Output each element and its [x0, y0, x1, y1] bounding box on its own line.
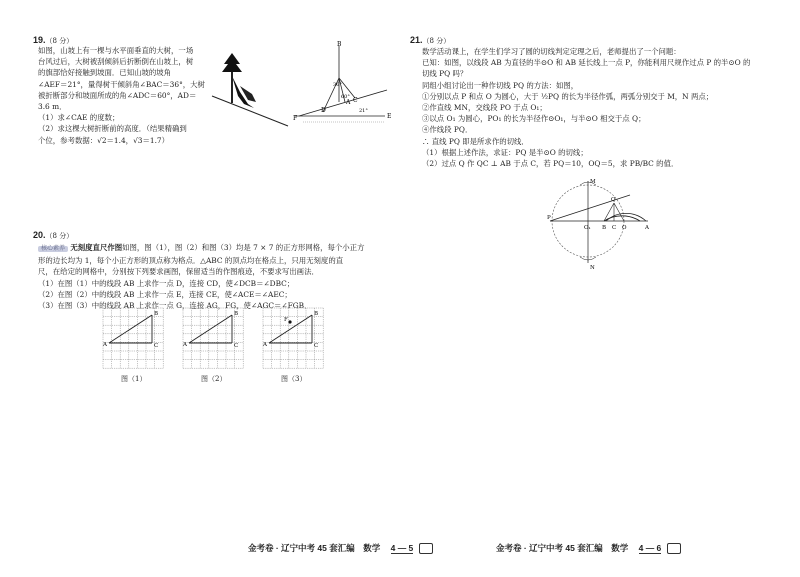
q20-number: 20.（8 分）: [33, 230, 74, 240]
q21-line: ∴ 直线 PQ 即是所求作的切线．: [422, 136, 529, 146]
q21-line: 切线 PQ 吗？: [422, 69, 468, 79]
q21-construction-figure: [548, 175, 658, 275]
q20-text: [38, 242, 364, 311]
q21-label-o1: O₁: [584, 225, 591, 231]
fig1-label-c: C: [154, 343, 159, 349]
fig1-label-a: A: [103, 342, 107, 348]
q19-tree-illustration: [210, 48, 290, 128]
q20-line: （2）在图（2）中的线段 AB 上求作一点 E，连接 CE，使∠ACE＝∠AEC；: [38, 289, 292, 299]
q21-label-a: A: [645, 225, 649, 231]
caption-fig-2: 图（2）: [201, 375, 227, 383]
q21-label-m: M: [590, 179, 596, 185]
logo-icon: [419, 543, 433, 554]
q19-line: （1）求∠CAE 的度数；: [38, 113, 120, 123]
q21-line: ②作直线 MN，交线段 PO 于点 O₁；: [422, 103, 547, 113]
q21-line: ④作线段 PQ．: [422, 125, 473, 135]
q20-grid-figure-3: [260, 305, 330, 371]
q19-line: 个位，参考数据：√2＝1.4，√3＝1.7）: [38, 135, 170, 145]
q21-line: ③以点 O₁ 为圆心，PO₁ 的长为半径作⊙O₁，与半⊙O 相交于点 Q；: [422, 114, 646, 124]
q21-text: [422, 46, 750, 169]
caption-fig-1: 图（1）: [121, 375, 147, 383]
q19-label-d: D: [321, 107, 326, 114]
footer-right: [496, 542, 681, 554]
q19-line: 的旗部恰好接触到坡面．已知山坡的坡角: [38, 68, 172, 78]
q19-label-b: B: [337, 41, 342, 48]
q21-line: （1）根据上述作法，求证：PQ 是半⊙O 的切线；: [422, 147, 588, 157]
q19-line: （2）求这棵大树折断前的高度．（结果精确到: [38, 124, 187, 134]
q19-angle-36: 36°: [333, 82, 342, 88]
q21-label-c: C: [612, 225, 617, 231]
fig3-label-c: C: [314, 343, 319, 349]
q20-line: 如图，图（1），图（2）和图（3）均是 7 × 7 的正方形网格，每个小正方: [122, 243, 365, 252]
q21-line: 同组小组讨论出一种作切线 PQ 的方法：如图，: [422, 80, 579, 90]
footer-right-page: 4 — 6: [638, 543, 662, 553]
q19-label-c: C: [353, 97, 358, 104]
footer-left-title: 金考卷 · 辽宁中考 45 套汇编 数学: [248, 543, 381, 553]
q21-label-p: P: [547, 215, 551, 221]
q19-line: 被折断部分和坡面所成的角∠ADC＝60°，AD＝: [38, 90, 197, 100]
q19-label-e: E: [387, 113, 392, 120]
q19-geometry-figure: [293, 40, 393, 124]
q19-angle-60: 60°: [341, 94, 350, 100]
grid-lines: [263, 308, 323, 368]
q21-line: 已知：如图，以线段 AB 为直径的半⊙O 和 AB 延长线上一点 P，你能利用尺规作过点 P 的半⊙O 的: [422, 58, 751, 68]
fig3-label-a: A: [263, 342, 267, 348]
q21-line: ①分别以点 P 和点 O 为圆心，大于 ½PQ 的长为半径作弧，两弧分别交于 M，N 两点；: [422, 91, 714, 101]
q20-line: 尺，在给定的网格中，分别按下列要求画图，保留适当的作图痕迹，不要求写出画法．: [38, 267, 319, 277]
q21-label-n: N: [590, 265, 595, 271]
q19-line: 3.6 m．: [38, 102, 67, 112]
footer-left: [248, 542, 433, 554]
q21-label-o: O: [622, 225, 627, 231]
q20-grid-figure-2: [180, 305, 250, 371]
q20-line: （1）在图（1）中的线段 AB 上求作一点 D，连接 CD，使∠DCB＝∠DBC；: [38, 278, 295, 288]
fig3-label-f: F: [284, 317, 288, 323]
q21-line: 数学活动课上，在学生们学习了圆的切线判定定理之后，老师提出了一个问题：: [422, 47, 681, 56]
q20-tag: 核心素养: [38, 246, 68, 252]
q19-text: [38, 45, 205, 146]
q19-line: 台风过后，大树被刮倾斜后折断倒在山坡上，树: [38, 57, 194, 67]
q21-line: （2）过点 Q 作 QC ⊥ AB 于点 C，若 PQ＝10，OQ＝5，求 PB/BC 的值．: [422, 159, 679, 169]
q21-label-q: Q: [611, 197, 616, 203]
q20-topic: 无刻度直尺作图: [70, 243, 123, 252]
grid-lines: [103, 308, 163, 368]
fig2-label-c: C: [234, 343, 239, 349]
grid-lines: [183, 308, 243, 368]
fig3-label-b: B: [314, 311, 319, 317]
q19-line: 如图，山坡上有一棵与水平面垂直的大树，一场: [38, 46, 194, 55]
q20-first-line: [38, 242, 364, 255]
q20-grid-figure-1: [100, 305, 170, 371]
fig2-label-b: B: [234, 311, 239, 317]
footer-right-title: 金考卷 · 辽宁中考 45 套汇编 数学: [496, 543, 629, 553]
fig2-label-a: A: [183, 342, 187, 348]
q21-label-b: B: [602, 225, 607, 231]
q19-line: ∠AEF＝21°，量得树干倾斜角∠BAC＝36°，大树: [38, 79, 205, 89]
point-f: [288, 320, 291, 323]
q19-angle-21: 21°: [359, 108, 368, 114]
q19-number: 19.（8 分）: [33, 35, 74, 45]
fig1-label-b: B: [154, 311, 159, 317]
q20-line: 形的边长均为 1，每个小正方形的顶点称为格点．△ABC 的顶点均在格点上，只用无刻度的直: [38, 256, 344, 266]
q19-label-a: A: [346, 99, 351, 106]
caption-fig-3: 图（3）: [281, 375, 307, 383]
q19-label-f: F: [293, 115, 298, 122]
q21-number: 21.（8 分）: [410, 35, 451, 45]
footer-left-page: 4 — 5: [390, 543, 414, 553]
logo-icon: [667, 543, 681, 554]
q20-line: （3）在图（3）中的线段 AB 上求作一点 G，连接 AG，FG，使∠AGC＝∠FGB．: [38, 301, 312, 311]
